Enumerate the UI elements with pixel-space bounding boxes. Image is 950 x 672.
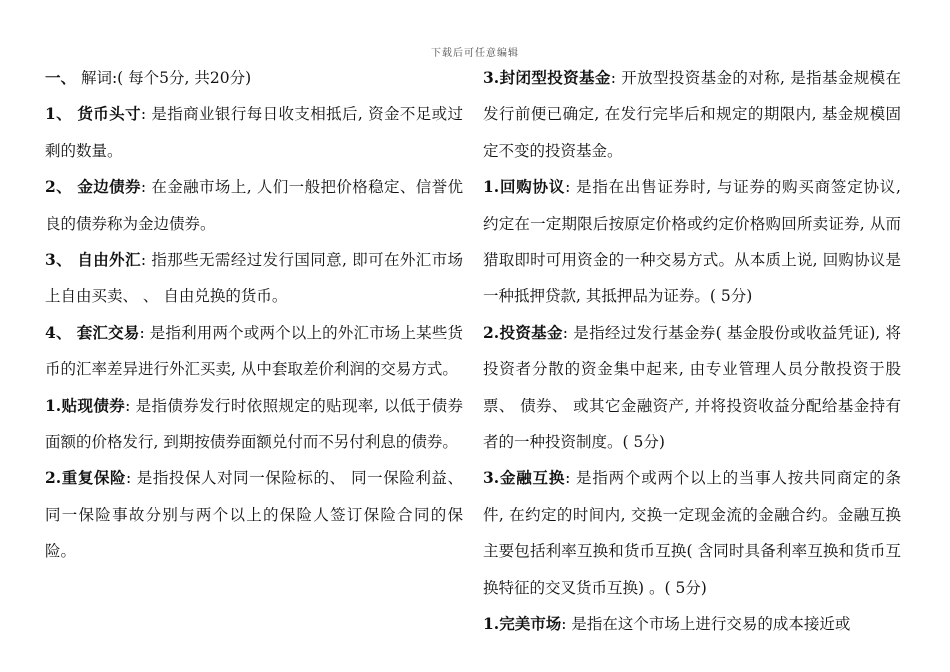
entry-text: : 是指投保人对同一保险标的、 同一保险利益、 同一保险事故分别与两个以上的保险人签订保险合同的保险。	[45, 469, 463, 561]
entry-number: 2、	[45, 177, 73, 197]
entry-number: 1、	[45, 104, 73, 124]
entry-term: 金边债券	[77, 177, 141, 197]
entry-gilt-edged-bond	[45, 169, 463, 242]
section-heading	[45, 60, 463, 96]
entry-term: 重复保险	[61, 468, 127, 488]
entry-text: : 在金融市场上, 人们一般把价格稳定、信誉优良的债券称为金边债券。	[45, 178, 463, 233]
entry-term: 完美市场	[499, 614, 562, 634]
entry-free-exchange	[45, 242, 463, 315]
entry-number: 2.	[45, 468, 62, 488]
entry-number: 3.	[483, 468, 500, 488]
entry-term: 自由外汇	[77, 250, 141, 270]
entry-number: 1.	[483, 177, 500, 197]
entry-financial-swap	[483, 460, 901, 606]
entry-discount-bond	[45, 388, 463, 461]
entry-term: 回购协议	[499, 177, 566, 197]
entry-perfect-market	[483, 606, 901, 642]
entry-number: 3.	[483, 68, 500, 87]
entry-text: : 是指经过发行基金券( 基金股份或收益凭证), 将投资者分散的资金集中起来, 由专业管理人员分散投资于股票、 债券、 或其它金融资产, 并将投资收益分配给基金持有者的一种投资制度。( 5分)	[483, 323, 901, 452]
entry-text: : 是指商业银行每日收支相抵后, 资金不足或过剩的数量。	[45, 105, 463, 160]
entry-number: 1.	[483, 614, 500, 634]
entry-text: : 是指在出售证券时, 与证券的购买商签定协议, 约定在一定期限后按原定价格或约定价格购回所卖证券, 从而猎取即时可用资金的一种交易方式。从本质上说, 回购协议是一种抵押贷款, 其抵押品为证券。( 5分)	[483, 178, 901, 306]
entry-text: : 是指在这个市场上进行交易的成本接近或	[561, 615, 851, 634]
entry-text: : 指那些无需经过发行国同意, 即可在外汇市场上自由买卖、 、 自由兑换的货币。	[45, 251, 463, 306]
entry-term: 货币头寸	[77, 104, 141, 124]
entry-term: 套汇交易	[76, 322, 140, 342]
entry-text: : 是指两个或两个以上的当事人按共同商定的条件, 在约定的时间内, 交换一定现金流的金融合约。金融互换主要包括利率互换和货币互换( 含同时具备利率互换和货币互换特征的交叉货币互换) 。( 5分)	[483, 469, 901, 597]
entry-term: 投资基金	[499, 322, 563, 342]
entry-repurchase-agreement	[483, 169, 901, 315]
entry-arbitrage	[45, 315, 463, 388]
entry-closed-end-fund	[483, 60, 901, 169]
entry-money-position	[45, 96, 463, 169]
entry-number: 4、	[45, 322, 72, 342]
entry-text: : 是指利用两个或两个以上的外汇市场上某些货币的汇率差异进行外汇买卖, 从中套取差价利润的交易方式。	[45, 323, 463, 379]
entry-text: : 开放型投资基金的对称, 是指基金规模在发行前便已确定, 在发行完毕后和规定的期限内, 基金规模固定不变的投资基金。	[483, 69, 901, 160]
entry-term: 贴现债券	[61, 395, 126, 415]
entry-text: 解词:( 每个5分, 共20分)	[76, 69, 252, 87]
left-column	[45, 60, 463, 570]
entry-double-insurance	[45, 460, 463, 569]
entry-investment-fund	[483, 315, 901, 461]
entry-term: 金融互换	[499, 468, 566, 488]
page-header: 下载后可任意编辑	[431, 48, 519, 59]
entry-number: 2.	[483, 322, 500, 342]
entry-number: 3、	[45, 250, 73, 270]
entry-number: 1.	[45, 395, 62, 415]
entry-number: 一、	[45, 68, 77, 87]
entry-term: 封闭型投资基金	[499, 68, 611, 87]
right-column	[483, 60, 901, 643]
entry-text: : 是指债券发行时依照规定的贴现率, 以低于债券面额的价格发行, 到期按债券面额兑付而不另付利息的债券。	[45, 396, 463, 452]
